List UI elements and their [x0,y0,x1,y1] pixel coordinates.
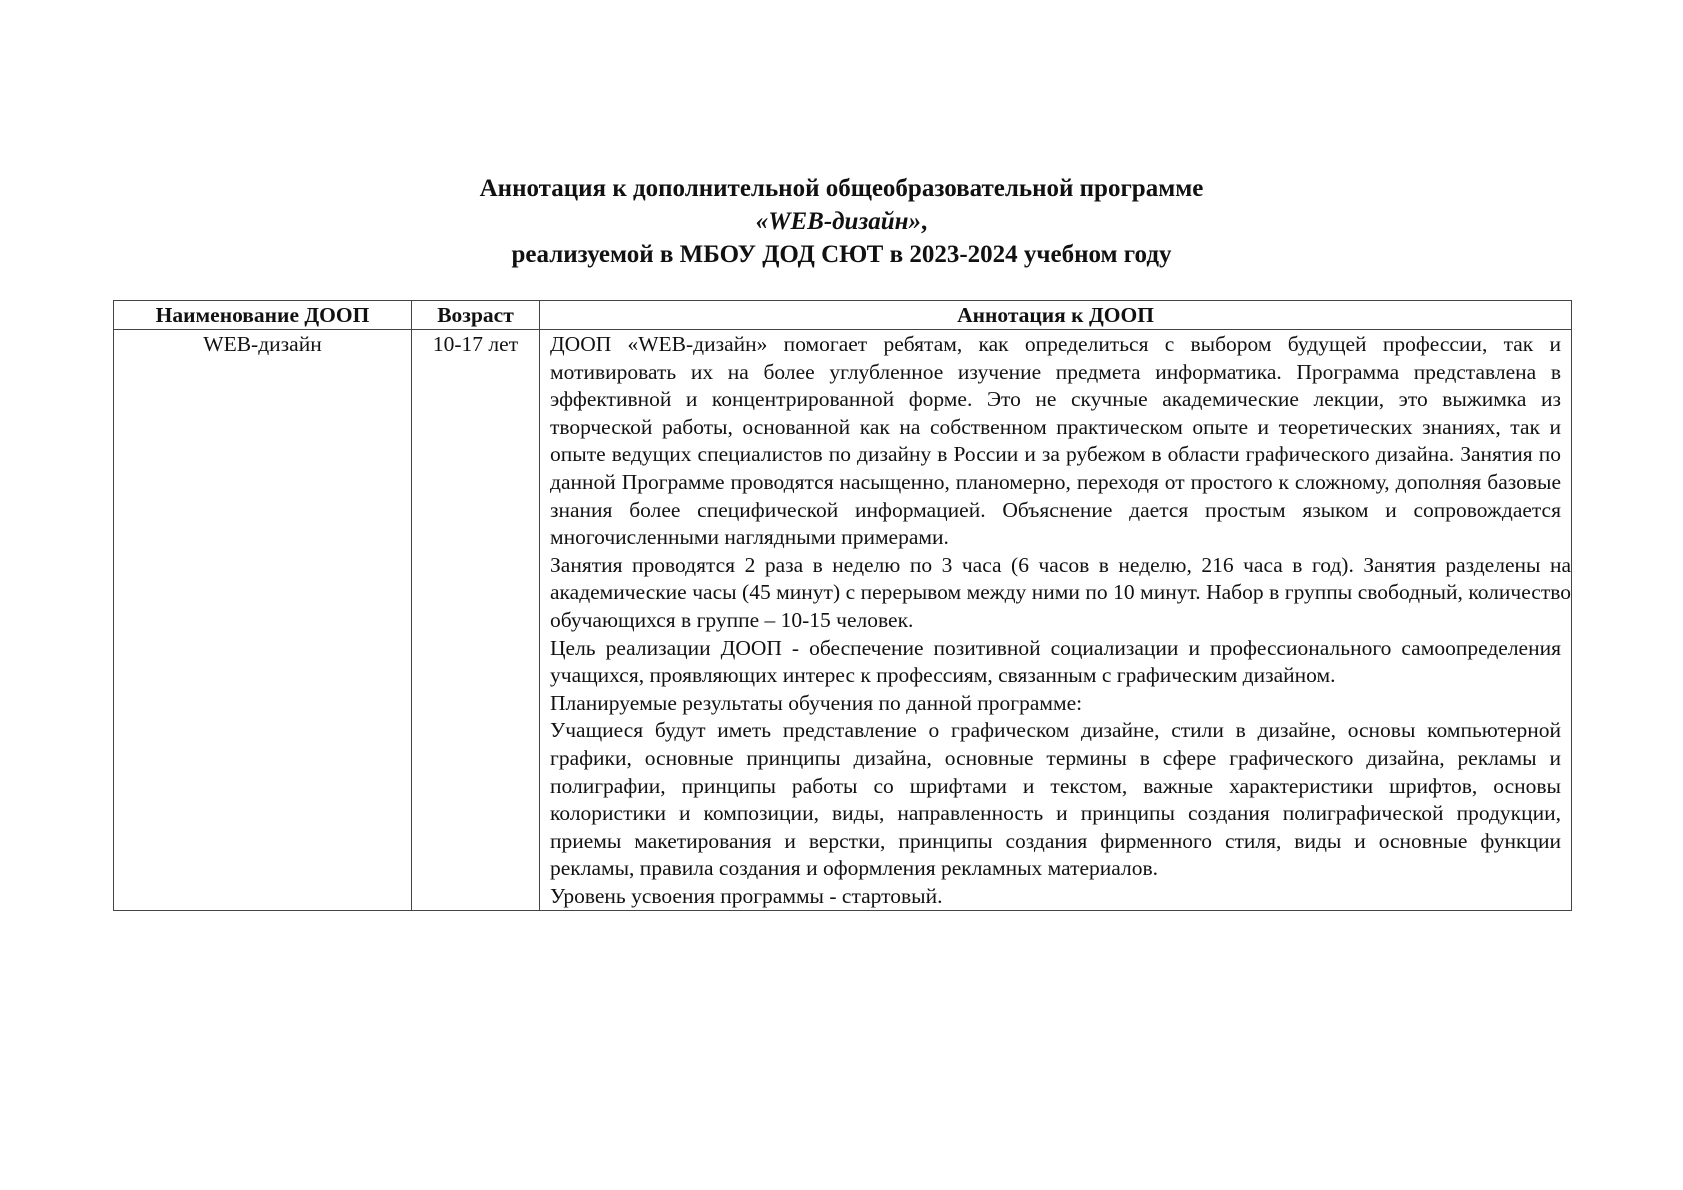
header-age: Возраст [412,301,540,330]
annotation-paragraph-results-heading: Планируемые результаты обучения по данной программе: [550,690,1083,715]
title-line-3: реализуемой в МБОУ ДОД СЮТ в 2023-2024 учебном году [511,241,1172,268]
table-header-row [114,301,1572,330]
table-row [114,330,1572,911]
annotation-table [113,300,1572,911]
header-annotation: Аннотация к ДООП [540,301,1572,330]
title-line-1: Аннотация к дополнительной общеобразовательной программе [479,175,1204,202]
title-line-2 [0,205,1683,238]
age-cell: 10-17 лет [412,330,540,911]
annotation-paragraph-description: ДООП «WEB-дизайн» помогает ребятам, как определиться с выбором будущей профессии, так и мотивировать их на более углубленное изучение предмета информатика. Программа представлена в эффективной и концентрированной форме. Это не скучные академические лекции, это выжимка из творческой работы, основанной как на собственном практическом опыте и теоретических знаниях, так и опыте ведущих специалистов по дизайну в России и за рубежом в области графического дизайна. Занятия по данной Программе проводятся насыщенно, планомерно, переходя от простого к сложному, дополняя базовые знания более специфической информацией. Объяснение дается простым языком и сопровождается многочисленными наглядными примерами. [550,332,1561,550]
annotation-paragraph-goal: Цель реализации ДООП - обеспечение позитивной социализации и профессионального самоопределения учащихся, проявляющих интерес к профессиям, связанным с графическим дизайном. [550,635,1561,688]
program-name-cell: WEB-дизайн [114,330,412,911]
annotation-paragraph-results: Учащиеся будут иметь представление о графическом дизайне, стили в дизайне, основы компьютерной графики, основные принципы дизайна, основные термины в сфере графического дизайна, рекламы и полиграфии, принципы работы со шрифтами и текстом, важные характеристики шрифтов, основы колористики и композиции, виды, направленность и принципы создания полиграфической продукции, приемы макетирования и верстки, принципы создания фирменного стиля, виды и основные функции рекламы, правила создания и оформления рекламных материалов. [550,718,1561,881]
title-program-name: «WEB-дизайн» [755,208,921,235]
title-line-2-suffix: , [921,208,928,235]
annotation-paragraph-level: Уровень усвоения программы - стартовый. [550,883,943,908]
annotation-cell [540,330,1572,911]
document-title [0,172,1683,271]
annotation-paragraph-schedule: Занятия проводятся 2 раза в неделю по 3 часа (6 часов в неделю, 216 часа в год). Занятия разделены на академические часы (45 минут) с перерывом между ними по 10 минут. Набор в группы свободный, количество обучающихся в группе – 10-15 человек. [550,552,1571,632]
header-name: Наименование ДООП [114,301,412,330]
